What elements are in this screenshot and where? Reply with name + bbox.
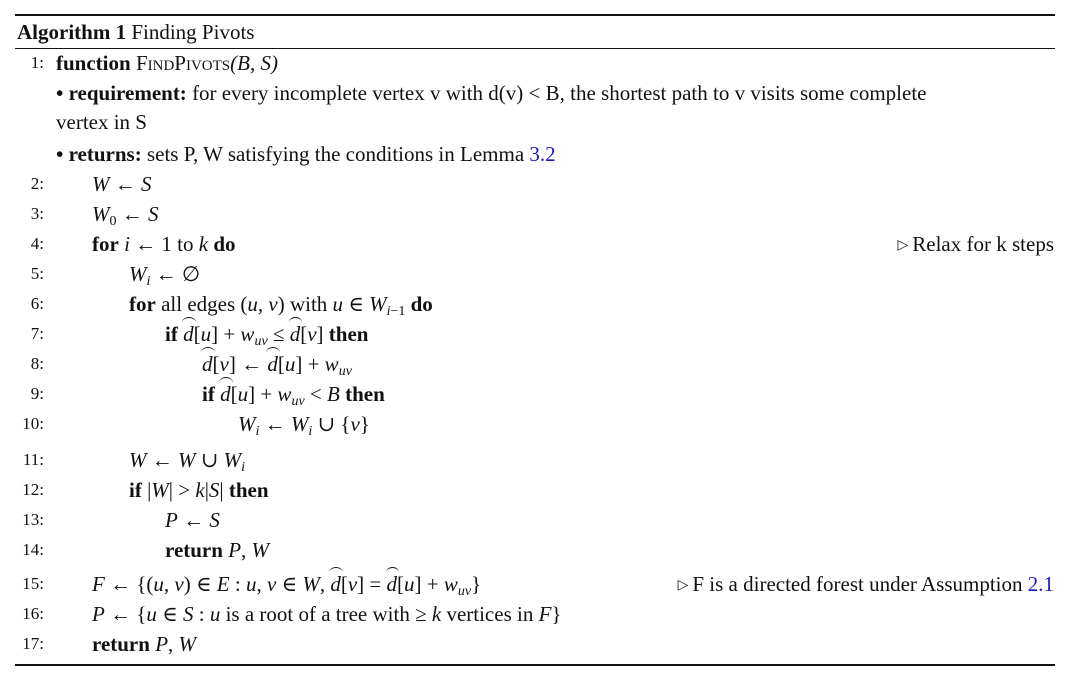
function-keyword: function xyxy=(56,51,131,75)
line-content: if |W| > k|S| then xyxy=(129,478,269,502)
line-content: P ← {u ∈ S : u is a root of a tree with ≥ k vertices in F} xyxy=(92,602,562,626)
function-name: FindPivots xyxy=(135,51,231,75)
line-number: 15: xyxy=(22,574,44,593)
line-content: F ← {(u, v) ∈ E : u, v ∈ W, $d[v] = d[u] + w_{uv}$} xyxy=(92,572,482,599)
line-content: $W_i$ ← $W_i$ ∪ {v} xyxy=(238,412,370,439)
line-content: W0 ← S xyxy=(92,202,159,229)
line-content: W ← S xyxy=(92,172,152,196)
line-number: 3: xyxy=(30,204,44,223)
algorithm-name: Finding Pivots xyxy=(131,20,255,44)
top-rule xyxy=(15,14,1055,16)
line-number: 13: xyxy=(22,510,44,529)
line-number: 8: xyxy=(30,354,44,373)
comment xyxy=(897,230,1054,260)
line-content xyxy=(56,49,278,77)
comment-text: Relax for k steps xyxy=(912,232,1054,256)
returns-label: • returns: xyxy=(56,142,142,166)
line-number: 1: xyxy=(30,53,44,72)
bottom-rule xyxy=(15,664,1055,666)
line-content: if $d[u] + w_{uv} \le d[v]$ then xyxy=(165,322,369,349)
returns-text: sets P, W satisfying the conditions in Lemma xyxy=(146,142,525,166)
line-content: P ← S xyxy=(165,508,220,532)
line-number: 16: xyxy=(22,604,44,623)
comment-triangle-icon: ▷ xyxy=(897,238,909,253)
line-number: 6: xyxy=(30,294,44,313)
assumption-reference-link[interactable]: 2.1 xyxy=(1027,572,1054,596)
line-content: if $d[u] + w_{uv} < B$ then xyxy=(202,382,385,409)
requirement-text: for every incomplete vertex v with d(v) < B, the shortest path to v visits some complete xyxy=(192,81,927,105)
line-number: 10: xyxy=(22,414,44,433)
comment-triangle-icon: ▷ xyxy=(677,578,689,593)
line-content: for all edges (u, v) with u ∈ $W_i-1$ do xyxy=(129,292,433,319)
requirement xyxy=(56,79,927,107)
returns xyxy=(56,140,556,168)
line-number: 4: xyxy=(30,234,44,253)
line-number: 7: xyxy=(30,324,44,343)
comment xyxy=(678,570,1054,600)
line-number: 14: xyxy=(22,540,44,559)
line-number: 12: xyxy=(22,480,44,499)
algorithm-label: Algorithm 1 xyxy=(17,20,127,44)
line-content: for i ← 1 to k do xyxy=(92,232,236,256)
line-content: $W_i$ ← ∅ xyxy=(129,262,201,289)
line-number: 11: xyxy=(22,450,44,469)
lemma-reference-link[interactable]: 3.2 xyxy=(529,142,556,166)
function-args: (B, S) xyxy=(230,51,278,75)
line-content: return P, W xyxy=(165,538,270,562)
line-number: 9: xyxy=(30,384,44,403)
requirement-label: • requirement: xyxy=(56,81,187,105)
requirement-text-continued: vertex in S xyxy=(56,110,147,134)
comment-text: F is a directed forest under Assumption xyxy=(692,572,1023,596)
line-number: 2: xyxy=(30,174,44,193)
line-content: W ← W ∪ $W_i$ xyxy=(129,448,245,475)
line-number: 17: xyxy=(22,634,44,653)
line-content: d[v] ← $d[u] + w_{uv}$ xyxy=(202,352,352,379)
line-number: 5: xyxy=(30,264,44,283)
algorithm-title xyxy=(17,18,254,46)
line-content: return P, W xyxy=(92,632,197,656)
